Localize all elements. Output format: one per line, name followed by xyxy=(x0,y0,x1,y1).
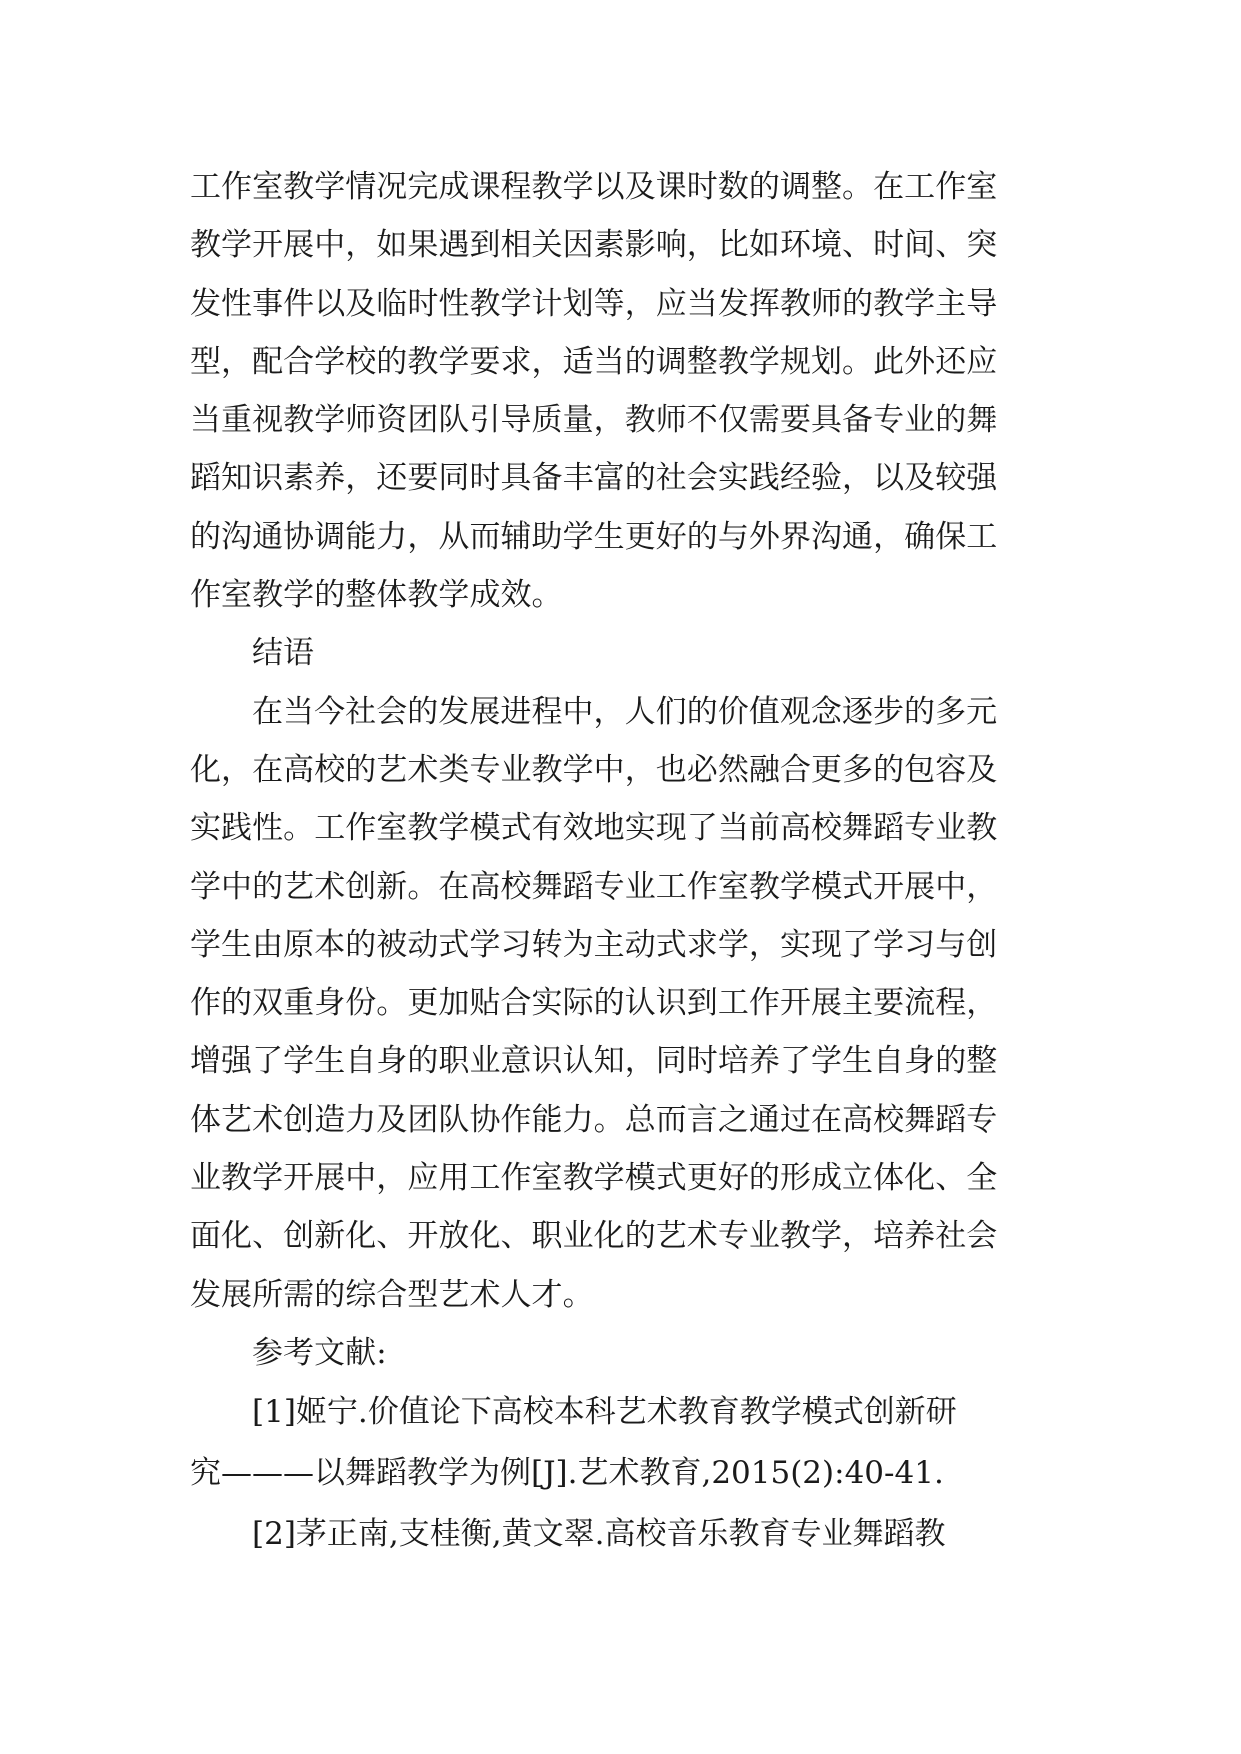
text-line: 型，配合学校的教学要求，适当的调整教学规划。此外还应 xyxy=(190,343,998,380)
text-line: 增强了学生自身的职业意识认知，同时培养了学生自身的整 xyxy=(190,1043,998,1080)
reference-line: [2]茅正南,支桂衡,黄文翠.高校音乐教育专业舞蹈教 xyxy=(252,1516,946,1553)
text-line: 实践性。工作室教学模式有效地实现了当前高校舞蹈专业教 xyxy=(190,810,998,847)
references-list xyxy=(190,1382,1058,1565)
body-paragraph xyxy=(190,158,1058,624)
text-line: 在当今社会的发展进程中，人们的价值观念逐步的多元 xyxy=(252,693,998,730)
conclusion-paragraph xyxy=(190,683,1058,1324)
text-line: 的沟通协调能力，从而辅助学生更好的与外界沟通，确保工 xyxy=(190,518,998,555)
text-line: 工作室教学情况完成课程教学以及课时数的调整。在工作室 xyxy=(190,169,998,205)
text-line: 发展所需的综合型艺术人才。 xyxy=(190,1276,594,1313)
text-line: 学生由原本的被动式学习转为主动式求学，实现了学习与创 xyxy=(190,926,998,963)
reference-item xyxy=(190,1504,1058,1565)
reference-line: 究———以舞蹈教学为例[J].艺术教育,2015(2):40-41. xyxy=(190,1455,944,1492)
text-line: 面化、创新化、开放化、职业化的艺术专业教学，培养社会 xyxy=(190,1218,998,1255)
text-line: 作室教学的整体教学成效。 xyxy=(190,577,563,614)
text-line: 教学开展中，如果遇到相关因素影响，比如环境、时间、突 xyxy=(190,227,998,264)
text-line: 蹈知识素养，还要同时具备丰富的社会实践经验，以及较强 xyxy=(190,460,998,497)
text-line: 当重视教学师资团队引导质量，教师不仅需要具备专业的舞 xyxy=(190,402,998,439)
text-line: 业教学开展中，应用工作室教学模式更好的形成立体化、全 xyxy=(190,1160,998,1197)
reference-item xyxy=(190,1382,1058,1504)
text-line: 作的双重身份。更加贴合实际的认识到工作开展主要流程， xyxy=(190,985,998,1022)
text-line: 体艺术创造力及团队协作能力。总而言之通过在高校舞蹈专 xyxy=(190,1101,998,1138)
references-heading: 参考文献: xyxy=(252,1334,387,1371)
document-page xyxy=(190,158,1058,1565)
text-line: 化，在高校的艺术类专业教学中，也必然融合更多的包容及 xyxy=(190,751,998,788)
reference-line: [1]姬宁.价值论下高校本科艺术教育教学模式创新研 xyxy=(252,1394,957,1431)
conclusion-heading: 结语 xyxy=(252,635,315,672)
text-line: 发性事件以及临时性教学计划等，应当发挥教师的教学主导 xyxy=(190,285,998,322)
text-line: 学中的艺术创新。在高校舞蹈专业工作室教学模式开展中， xyxy=(190,868,998,905)
